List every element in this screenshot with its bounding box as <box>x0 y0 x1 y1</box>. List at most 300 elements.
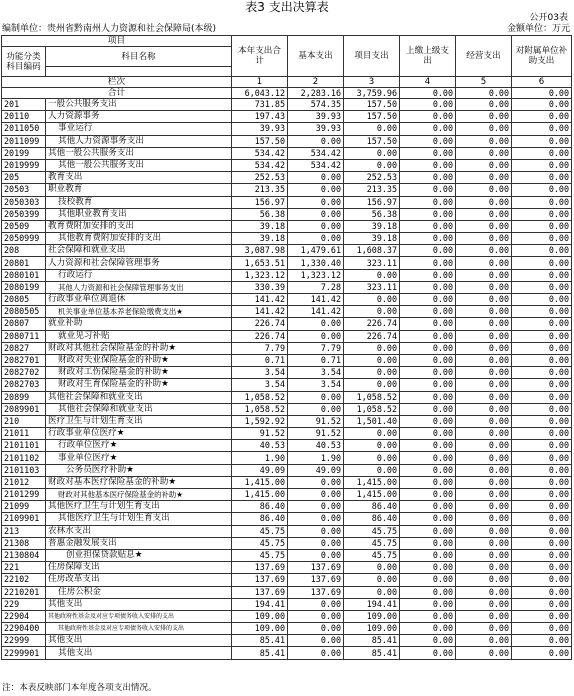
total-value: 0.00 <box>512 88 572 99</box>
row-value: 0.00 <box>456 111 512 123</box>
row-value: 330.39 <box>232 281 288 293</box>
row-value: 0.00 <box>512 537 572 549</box>
row-value: 56.38 <box>344 208 400 220</box>
row-value: 0.00 <box>512 294 572 306</box>
row-value: 0.71 <box>288 354 344 366</box>
row-name: 其他政府性基金及对应专项债务收入安排的支出 <box>46 623 232 635</box>
col-num: 5 <box>456 77 512 88</box>
row-code: 22999 <box>2 635 46 647</box>
row-name: 财政对工伤保险基金的补助★ <box>46 367 232 379</box>
row-value: 157.50 <box>344 135 400 147</box>
row-value: 1,415.00 <box>232 476 288 488</box>
row-code: 2080101 <box>2 269 46 281</box>
row-value: 0.00 <box>456 281 512 293</box>
row-value: 0.00 <box>456 586 512 598</box>
row-value: 0.00 <box>512 306 572 318</box>
row-value: 45.75 <box>344 549 400 561</box>
row-code: 2290400 <box>2 623 46 635</box>
row-code: 229 <box>2 598 46 610</box>
row-value: 0.00 <box>400 294 456 306</box>
row-value: 0.00 <box>288 513 344 525</box>
row-value: 157.50 <box>232 135 288 147</box>
row-code: 21099 <box>2 501 46 513</box>
expenditure-table <box>1 35 572 660</box>
row-value: 0.00 <box>512 513 572 525</box>
row-value: 0.00 <box>288 525 344 537</box>
row-value: 137.69 <box>232 586 288 598</box>
row-value: 0.00 <box>512 501 572 513</box>
header-total-expenditure: 本年支出合计 <box>232 36 288 77</box>
row-value: 534.42 <box>288 147 344 159</box>
row-value: 0.00 <box>512 403 572 415</box>
row-value: 0.00 <box>512 428 572 440</box>
row-name: 创业担保贷款贴息★ <box>46 549 232 561</box>
row-value: 0.00 <box>400 220 456 232</box>
row-code: 22904 <box>2 610 46 622</box>
row-value: 0.00 <box>512 245 572 257</box>
row-code: 2080711 <box>2 330 46 342</box>
row-value: 45.75 <box>344 525 400 537</box>
row-value: 1,479.61 <box>288 245 344 257</box>
row-value: 0.00 <box>456 99 512 111</box>
row-name: 事业单位医疗★ <box>46 452 232 464</box>
row-value: 0.00 <box>456 220 512 232</box>
row-value: 39.93 <box>232 123 288 135</box>
row-value: 0.00 <box>400 99 456 111</box>
row-value: 0.00 <box>512 172 572 184</box>
table-row <box>2 537 572 549</box>
table-row <box>2 245 572 257</box>
row-value: 39.18 <box>344 233 400 245</box>
row-value: 56.38 <box>232 208 288 220</box>
row-value: 1,608.37 <box>344 245 400 257</box>
row-value: 0.00 <box>400 513 456 525</box>
row-value: 0.00 <box>456 233 512 245</box>
row-value: 0.00 <box>456 610 512 622</box>
row-value: 0.00 <box>512 574 572 586</box>
table-row <box>2 135 572 147</box>
row-code: 2210201 <box>2 586 46 598</box>
row-value: 0.00 <box>400 233 456 245</box>
row-value: 0.00 <box>456 306 512 318</box>
form-code: 公开03表 <box>529 13 568 23</box>
row-name: 就业补助 <box>46 318 232 330</box>
row-value: 0.00 <box>456 574 512 586</box>
total-label: 合计 <box>2 88 232 99</box>
row-value: 0.00 <box>344 367 400 379</box>
row-value: 0.00 <box>400 501 456 513</box>
row-value: 0.00 <box>456 208 512 220</box>
row-value: 226.74 <box>232 318 288 330</box>
row-value: 1.90 <box>288 452 344 464</box>
table-row <box>2 196 572 208</box>
row-value: 0.00 <box>400 281 456 293</box>
row-value: 137.69 <box>288 574 344 586</box>
row-value: 0.00 <box>512 610 572 622</box>
row-code: 20899 <box>2 391 46 403</box>
row-value: 86.40 <box>232 501 288 513</box>
row-value: 0.00 <box>288 549 344 561</box>
row-value: 1,058.52 <box>232 403 288 415</box>
header-item: 项目 <box>2 36 232 47</box>
row-value: 0.00 <box>344 306 400 318</box>
row-code: 2050399 <box>2 208 46 220</box>
row-value: 0.00 <box>400 623 456 635</box>
row-value: 0.00 <box>344 159 400 171</box>
row-value: 0.00 <box>288 635 344 647</box>
row-value: 3.54 <box>232 367 288 379</box>
row-value: 3.54 <box>232 379 288 391</box>
row-value: 0.00 <box>512 415 572 427</box>
row-value: 137.69 <box>232 562 288 574</box>
row-value: 0.00 <box>400 440 456 452</box>
row-value: 40.53 <box>232 440 288 452</box>
row-name: 其他医疗卫生与计划生育支出 <box>46 501 232 513</box>
row-value: 0.00 <box>512 647 572 659</box>
total-value: 0.00 <box>456 88 512 99</box>
row-value: 534.42 <box>232 147 288 159</box>
row-value: 1,330.40 <box>288 257 344 269</box>
table-row <box>2 549 572 561</box>
row-name: 人力资源事务 <box>46 111 232 123</box>
row-value: 0.00 <box>456 135 512 147</box>
row-value: 0.00 <box>456 489 512 501</box>
row-name: 其他支出 <box>46 647 232 659</box>
row-value: 0.00 <box>288 403 344 415</box>
row-value: 0.00 <box>456 294 512 306</box>
col-num: 1 <box>232 77 288 88</box>
row-value: 0.00 <box>400 147 456 159</box>
row-value: 156.97 <box>344 196 400 208</box>
row-value: 0.00 <box>400 562 456 574</box>
row-value: 86.40 <box>344 513 400 525</box>
row-name: 职业教育 <box>46 184 232 196</box>
row-value: 534.42 <box>288 159 344 171</box>
row-value: 0.00 <box>400 196 456 208</box>
row-value: 0.00 <box>456 391 512 403</box>
row-value: 0.00 <box>512 184 572 196</box>
row-value: 45.75 <box>344 537 400 549</box>
header-code: 功能分类 科目编码 <box>2 47 46 77</box>
row-value: 0.00 <box>400 269 456 281</box>
row-value: 0.00 <box>344 294 400 306</box>
row-value: 0.00 <box>288 501 344 513</box>
row-value: 0.00 <box>344 574 400 586</box>
row-value: 0.00 <box>512 635 572 647</box>
row-value: 0.00 <box>288 489 344 501</box>
table-row <box>2 281 572 293</box>
row-value: 0.00 <box>456 452 512 464</box>
table-row <box>2 610 572 622</box>
row-name: 技校教育 <box>46 196 232 208</box>
row-name: 其他职业教育支出 <box>46 208 232 220</box>
row-value: 252.53 <box>232 172 288 184</box>
row-value: 0.00 <box>512 440 572 452</box>
row-value: 40.53 <box>288 440 344 452</box>
row-code: 208 <box>2 245 46 257</box>
row-name: 公务员医疗补助★ <box>46 464 232 476</box>
row-name: 住房改革支出 <box>46 574 232 586</box>
header-subsidy-affiliates: 对附属单位补助支出 <box>512 36 572 77</box>
row-code: 2080199 <box>2 281 46 293</box>
row-value: 0.00 <box>288 476 344 488</box>
row-value: 1,415.00 <box>344 476 400 488</box>
row-value: 0.00 <box>512 99 572 111</box>
row-code: 2082703 <box>2 379 46 391</box>
row-value: 574.35 <box>288 99 344 111</box>
row-value: 0.00 <box>288 330 344 342</box>
row-value: 0.00 <box>512 476 572 488</box>
col-num: 6 <box>512 77 572 88</box>
row-code: 2011050 <box>2 123 46 135</box>
report-title: 表3 支出决算表 <box>245 0 329 14</box>
total-value: 2,283.16 <box>288 88 344 99</box>
row-value: 0.00 <box>512 111 572 123</box>
row-code: 210 <box>2 415 46 427</box>
row-value: 141.42 <box>288 294 344 306</box>
row-value: 0.00 <box>512 391 572 403</box>
row-value: 0.00 <box>456 537 512 549</box>
header-project-expenditure: 项目支出 <box>344 36 400 77</box>
row-value: 0.00 <box>512 562 572 574</box>
row-name: 行政事业单位离退休 <box>46 294 232 306</box>
table-row <box>2 623 572 635</box>
row-value: 0.00 <box>400 549 456 561</box>
row-value: 1,501.40 <box>344 415 400 427</box>
row-name: 行政运行 <box>46 269 232 281</box>
row-value: 85.41 <box>344 647 400 659</box>
row-name: 其他人力资源和社会保障管理事务支出 <box>46 281 232 293</box>
table-row <box>2 123 572 135</box>
row-value: 0.00 <box>512 147 572 159</box>
row-value: 0.00 <box>512 159 572 171</box>
row-value: 226.74 <box>344 318 400 330</box>
row-value: 137.69 <box>288 586 344 598</box>
row-code: 20827 <box>2 342 46 354</box>
row-value: 0.00 <box>512 354 572 366</box>
row-value: 85.41 <box>232 647 288 659</box>
row-value: 0.00 <box>512 464 572 476</box>
row-value: 0.00 <box>400 476 456 488</box>
row-value: 0.00 <box>512 367 572 379</box>
header-name: 科目名称 <box>46 47 232 67</box>
table-row <box>2 452 572 464</box>
row-value: 141.42 <box>288 306 344 318</box>
row-value: 0.00 <box>400 123 456 135</box>
row-code: 2101299 <box>2 489 46 501</box>
row-value: 0.00 <box>400 464 456 476</box>
row-name: 住房保障支出 <box>46 562 232 574</box>
row-value: 0.00 <box>512 135 572 147</box>
row-value: 39.93 <box>288 111 344 123</box>
row-value: 0.00 <box>288 610 344 622</box>
row-value: 0.00 <box>512 330 572 342</box>
total-value: 6,043.12 <box>232 88 288 99</box>
row-value: 1,323.12 <box>232 269 288 281</box>
table-row <box>2 574 572 586</box>
row-value: 534.42 <box>232 159 288 171</box>
row-name: 财政对基本医疗保险基金的补助★ <box>46 476 232 488</box>
row-value: 0.00 <box>400 391 456 403</box>
row-value: 0.00 <box>456 147 512 159</box>
header-basic-expenditure: 基本支出 <box>288 36 344 77</box>
row-code: 20801 <box>2 257 46 269</box>
row-name: 教育费附加安排的支出 <box>46 220 232 232</box>
row-value: 0.00 <box>512 318 572 330</box>
row-value: 85.41 <box>344 635 400 647</box>
row-value: 0.00 <box>456 440 512 452</box>
row-value: 39.18 <box>232 233 288 245</box>
row-value: 91.52 <box>288 428 344 440</box>
row-value: 0.00 <box>456 367 512 379</box>
row-value: 0.00 <box>400 354 456 366</box>
row-value: 0.00 <box>344 123 400 135</box>
row-value: 0.00 <box>288 318 344 330</box>
row-value: 0.00 <box>288 391 344 403</box>
row-code: 22102 <box>2 574 46 586</box>
row-value: 0.00 <box>512 525 572 537</box>
row-name: 财政对其他基本医疗保险基金的补助★ <box>46 489 232 501</box>
row-code: 221 <box>2 562 46 574</box>
row-code: 205 <box>2 172 46 184</box>
row-value: 0.00 <box>288 220 344 232</box>
table-row <box>2 220 572 232</box>
row-value: 0.00 <box>512 196 572 208</box>
row-value: 109.00 <box>344 610 400 622</box>
table-row <box>2 257 572 269</box>
table-row <box>2 428 572 440</box>
row-value: 0.00 <box>400 330 456 342</box>
row-value: 0.00 <box>400 135 456 147</box>
row-value: 45.75 <box>232 549 288 561</box>
table-row <box>2 111 572 123</box>
footnote: 注：本表反映部门本年度各项支出情况。 <box>2 683 157 693</box>
row-name: 一般公共服务支出 <box>46 99 232 111</box>
row-value: 0.00 <box>344 440 400 452</box>
row-value: 0.00 <box>400 574 456 586</box>
row-value: 0.00 <box>400 379 456 391</box>
row-value: 0.00 <box>288 647 344 659</box>
table-row <box>2 318 572 330</box>
row-value: 0.00 <box>456 379 512 391</box>
row-value: 1,058.52 <box>232 391 288 403</box>
row-value: 1,323.12 <box>288 269 344 281</box>
table-row <box>2 513 572 525</box>
row-value: 0.00 <box>400 452 456 464</box>
row-code: 20110 <box>2 111 46 123</box>
row-value: 194.41 <box>232 598 288 610</box>
row-value: 0.00 <box>400 537 456 549</box>
row-value: 85.41 <box>232 635 288 647</box>
row-value: 0.00 <box>400 111 456 123</box>
row-value: 0.00 <box>400 586 456 598</box>
row-value: 0.00 <box>288 537 344 549</box>
row-value: 0.00 <box>288 623 344 635</box>
row-value: 0.00 <box>456 623 512 635</box>
total-value: 0.00 <box>400 88 456 99</box>
row-value: 0.00 <box>512 220 572 232</box>
row-value: 7.79 <box>232 342 288 354</box>
row-name: 财政对生育保险基金的补助★ <box>46 379 232 391</box>
row-value: 0.00 <box>456 184 512 196</box>
row-value: 0.00 <box>512 269 572 281</box>
col-num: 2 <box>288 77 344 88</box>
row-value: 39.93 <box>288 123 344 135</box>
row-code: 2109901 <box>2 513 46 525</box>
row-value: 0.00 <box>344 464 400 476</box>
row-name: 就业见习补贴 <box>46 330 232 342</box>
row-value: 109.00 <box>344 623 400 635</box>
row-name: 其他一般公共服务支出 <box>46 159 232 171</box>
row-value: 0.00 <box>512 257 572 269</box>
row-value: 0.00 <box>288 196 344 208</box>
row-name: 其他医疗卫生与计划生育支出 <box>46 513 232 525</box>
col-num: 3 <box>344 77 400 88</box>
table-row <box>2 294 572 306</box>
table-row <box>2 379 572 391</box>
row-value: 731.85 <box>232 99 288 111</box>
row-value: 0.00 <box>456 172 512 184</box>
row-value: 0.00 <box>456 647 512 659</box>
row-value: 109.00 <box>232 610 288 622</box>
table-row <box>2 647 572 659</box>
row-value: 0.00 <box>456 330 512 342</box>
row-value: 0.00 <box>400 257 456 269</box>
table-row <box>2 233 572 245</box>
row-value: 1,415.00 <box>344 489 400 501</box>
table-row <box>2 501 572 513</box>
row-value: 157.50 <box>344 99 400 111</box>
table-row <box>2 184 572 196</box>
row-value: 0.00 <box>344 586 400 598</box>
row-name: 财政对失业保险基金的补助★ <box>46 354 232 366</box>
row-value: 0.00 <box>400 367 456 379</box>
row-code: 2050999 <box>2 233 46 245</box>
row-value: 0.00 <box>512 586 572 598</box>
row-value: 0.00 <box>344 562 400 574</box>
row-value: 0.00 <box>512 233 572 245</box>
table-row <box>2 415 572 427</box>
row-value: 109.00 <box>232 623 288 635</box>
row-name: 机关事业单位基本养老保险缴费支出★ <box>46 306 232 318</box>
table-row <box>2 367 572 379</box>
row-code: 20199 <box>2 147 46 159</box>
row-value: 0.00 <box>512 489 572 501</box>
row-code: 2089901 <box>2 403 46 415</box>
row-value: 0.00 <box>456 415 512 427</box>
table-row <box>2 342 572 354</box>
row-name: 财政对其他社会保险基金的补助★ <box>46 342 232 354</box>
row-name: 其他教育费附加安排的支出 <box>46 233 232 245</box>
table-row <box>2 208 572 220</box>
row-code: 2130804 <box>2 549 46 561</box>
row-value: 45.75 <box>232 525 288 537</box>
row-value: 213.35 <box>344 184 400 196</box>
row-name: 行政事业单位医疗★ <box>46 428 232 440</box>
row-value: 0.00 <box>512 281 572 293</box>
row-value: 1,653.51 <box>232 257 288 269</box>
row-value: 0.00 <box>456 196 512 208</box>
row-value: 0.00 <box>400 318 456 330</box>
row-value: 137.69 <box>232 574 288 586</box>
row-value: 0.00 <box>400 428 456 440</box>
row-value: 0.00 <box>512 598 572 610</box>
row-value: 226.74 <box>232 330 288 342</box>
row-name: 事业运行 <box>46 123 232 135</box>
row-value: 323.11 <box>344 281 400 293</box>
row-value: 194.41 <box>344 598 400 610</box>
table-row <box>2 306 572 318</box>
